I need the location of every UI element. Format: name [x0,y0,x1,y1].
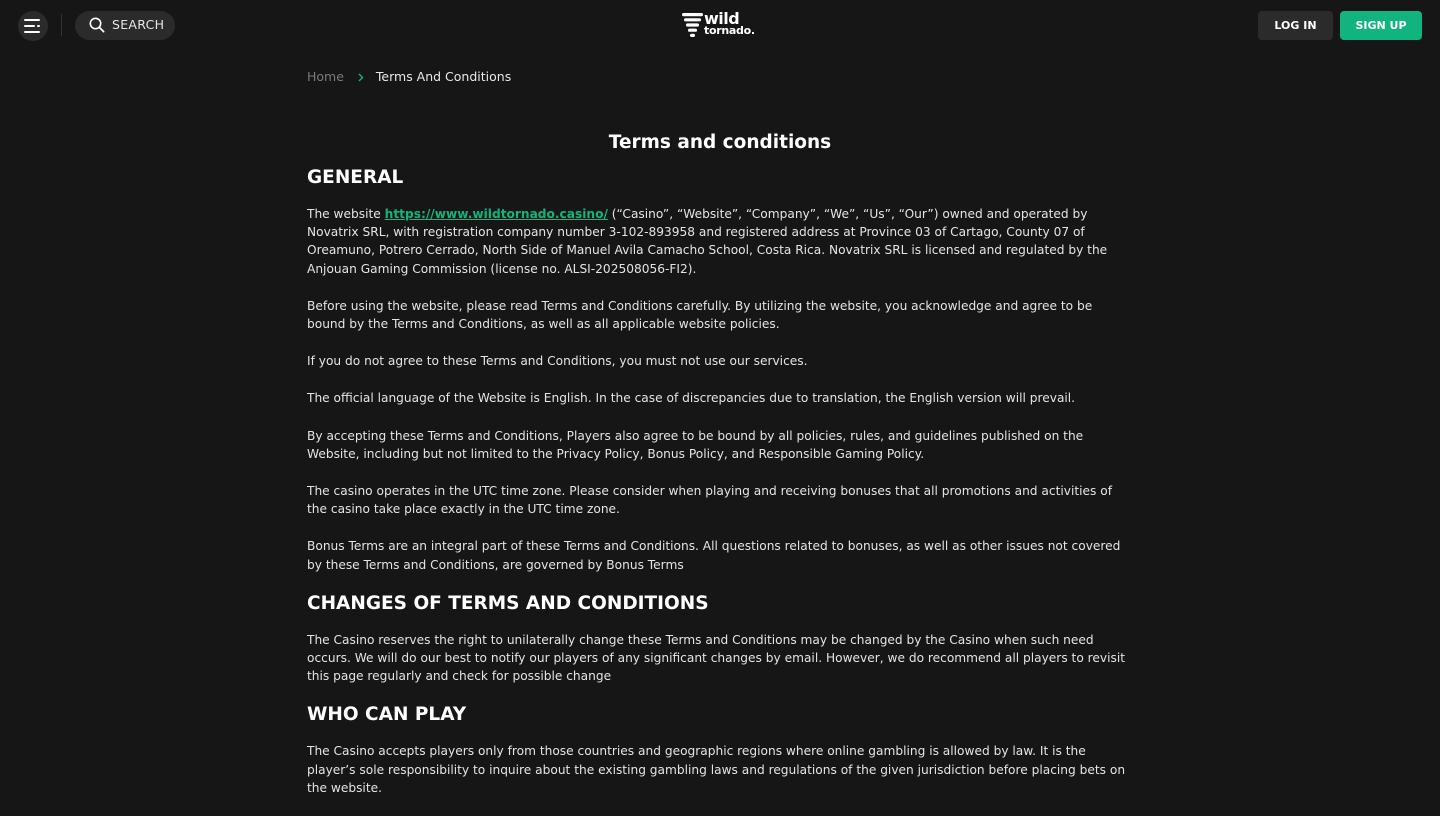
search-button[interactable] [75,11,175,40]
tornado-logo-icon [682,13,704,39]
paragraph: If you do not agree to these Terms and Conditions, you must not use our services. [307,354,808,369]
terms-content [307,128,1133,816]
breadcrumb-current: Terms And Conditions [375,69,512,84]
paragraph: Before using the website, please read Terms and Conditions carefully. By utilizing the website, you acknowledge and agree to be bound by the Terms and Conditions, as well as all applicable website policies. [307,298,1093,332]
menu-button[interactable] [18,11,48,41]
breadcrumb [307,69,511,85]
website-link[interactable]: https://www.wildtornado.casino/ [384,207,608,221]
section-heading-changes: CHANGES OF TERMS AND CONDITIONS [307,592,709,614]
section-heading-who-can-play: WHO CAN PLAY [307,704,467,726]
top-header [0,0,1440,50]
search-icon [89,17,105,33]
paragraph: The website https://www.wildtornado.casino/ (“Casino”, “Website”, “Company”, “We”, “Us”, “Our”) owned and operated by Novatrix SRL, with registration company number 3-102-893958 and registered address at Province 03 of Cartago, County 07 of Oreamuno, Potrero Cerrado, North Side of Manuel Avila Camacho School, Costa Rica. Novatrix SRL is licensed and regulated by the Anjouan Gaming Commission (license no. ALSI-202508056-FI2). [307,207,1108,276]
page-title: Terms and conditions [608,132,832,153]
paragraph: The Casino reserves the right to unilaterally change these Terms and Conditions may be changed by the Casino when such need occurs. We will do our best to notify our players of any significant changes by email. However, we do recommend all players to revisit this page regularly and check for possible change [307,632,1126,684]
login-button[interactable]: LOG IN [1258,11,1333,40]
breadcrumb-home-link[interactable]: Home [307,69,344,84]
paragraph: Bonus Terms are an integral part of these Terms and Conditions. All questions related to bonuses, as well as other issues not covered by these Terms and Conditions, are governed by Bonus Terms [307,539,1121,572]
paragraph: The casino operates in the UTC time zone. Please consider when playing and receiving bonuses that all promotions and activities of the casino take place exactly in the UTC time zone. [307,484,1112,517]
paragraph: The Casino accepts players only from those countries and geographic regions where online gambling is allowed by law. It is the player’s sole responsibility to inquire about the existing gambling laws and regulations of the given jurisdiction before placing bets on the website. [307,744,1126,795]
signup-button[interactable]: SIGN UP [1340,11,1422,40]
search-label: SEARCH [112,17,165,32]
wild-tornado-logo[interactable] [682,9,762,40]
paragraph: By accepting these Terms and Conditions, Players also agree to be bound by all policies, rules, and guidelines published on the Website, including but not limited to the Privacy Policy, Bonus Policy, and Responsible Gaming Policy. [307,428,1084,461]
chevron-right-icon [358,70,364,85]
paragraph: The official language of the Website is English. In the case of discrepancies due to translation, the English version will prevail. [307,391,1076,406]
header-divider [61,14,62,36]
hamburger-menu-icon [24,19,42,33]
logo-text-tornado: tornado. [704,24,755,37]
logo-text-wild: wild [704,9,740,28]
section-heading-general: GENERAL [307,167,404,188]
